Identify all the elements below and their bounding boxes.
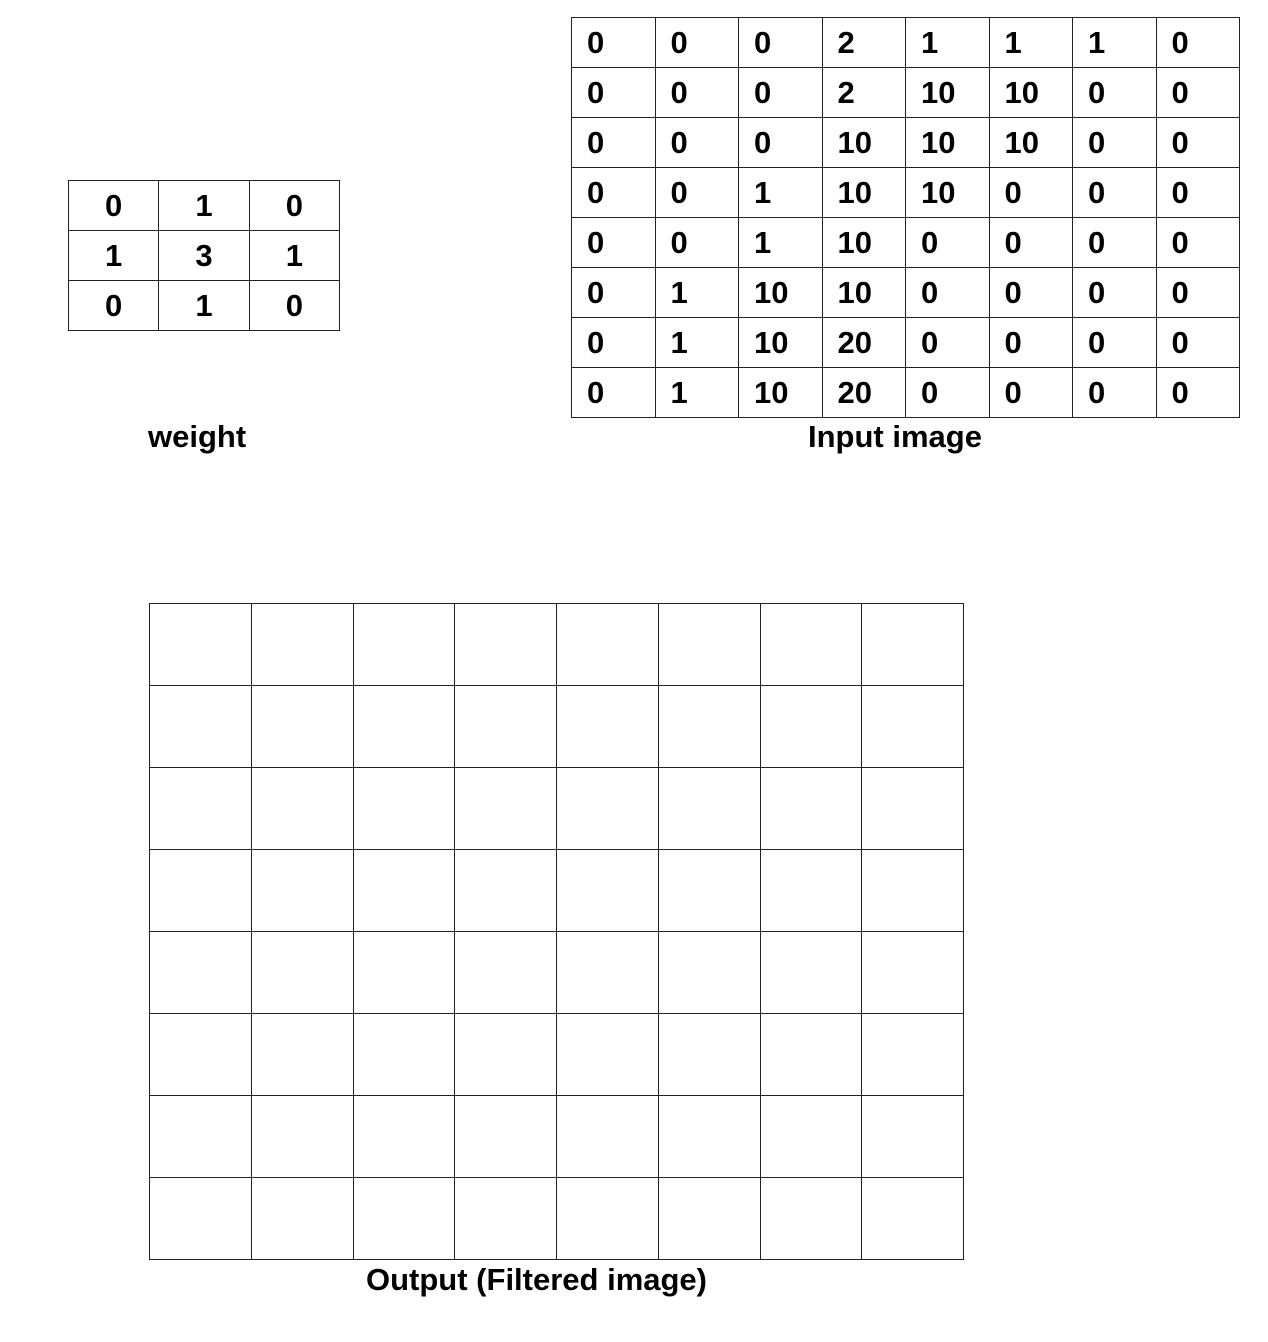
input-cell: 10	[822, 268, 906, 318]
output-cell	[251, 932, 353, 1014]
input-cell: 10	[739, 318, 823, 368]
input-cell: 0	[906, 218, 990, 268]
output-cell	[862, 1014, 964, 1096]
table-row	[572, 118, 1240, 168]
output-cell	[862, 768, 964, 850]
input-cell: 0	[572, 318, 656, 368]
input-cell: 10	[906, 68, 990, 118]
table-row	[572, 218, 1240, 268]
input-cell: 10	[739, 368, 823, 418]
input-cell: 0	[989, 368, 1073, 418]
output-cell	[557, 850, 659, 932]
input-cell: 0	[655, 168, 739, 218]
output-cell	[353, 1096, 455, 1178]
output-cell	[150, 686, 252, 768]
input-cell: 0	[989, 268, 1073, 318]
weight-cell: 0	[249, 181, 339, 231]
input-cell: 0	[989, 168, 1073, 218]
input-cell: 20	[822, 318, 906, 368]
input-cell: 2	[822, 18, 906, 68]
input-cell: 0	[655, 218, 739, 268]
output-cell	[251, 686, 353, 768]
output-cell	[658, 1096, 760, 1178]
output-cell	[760, 1096, 862, 1178]
table-row	[572, 368, 1240, 418]
input-cell: 0	[989, 218, 1073, 268]
output-cell	[150, 604, 252, 686]
output-cell	[150, 932, 252, 1014]
input-cell: 0	[572, 168, 656, 218]
table-row	[572, 68, 1240, 118]
output-cell	[353, 768, 455, 850]
output-cell	[455, 604, 557, 686]
output-cell	[658, 686, 760, 768]
output-cell	[353, 686, 455, 768]
input-cell: 0	[1156, 18, 1240, 68]
output-cell	[455, 1096, 557, 1178]
output-cell	[760, 850, 862, 932]
output-cell	[455, 768, 557, 850]
input-cell: 0	[1073, 368, 1157, 418]
input-cell: 0	[989, 318, 1073, 368]
weight-caption: weight	[148, 419, 247, 454]
output-cell	[557, 768, 659, 850]
input-cell: 0	[572, 368, 656, 418]
output-cell	[760, 1014, 862, 1096]
output-cell	[353, 604, 455, 686]
input-cell: 0	[1156, 118, 1240, 168]
output-cell	[557, 686, 659, 768]
weight-cell: 1	[69, 231, 159, 281]
weight-cell: 1	[159, 281, 249, 331]
weight-cell: 0	[69, 281, 159, 331]
output-cell	[353, 1178, 455, 1260]
output-cell	[455, 932, 557, 1014]
weight-kernel-table	[68, 180, 340, 331]
output-cell	[251, 1178, 353, 1260]
input-image-table	[571, 17, 1240, 418]
input-cell: 10	[739, 268, 823, 318]
output-cell	[760, 1178, 862, 1260]
input-cell: 2	[822, 68, 906, 118]
input-cell: 0	[906, 268, 990, 318]
input-cell: 10	[822, 118, 906, 168]
output-cell	[557, 1014, 659, 1096]
output-cell	[862, 932, 964, 1014]
input-cell: 1	[1073, 18, 1157, 68]
input-cell: 10	[989, 118, 1073, 168]
input-cell: 0	[572, 268, 656, 318]
input-cell: 1	[739, 218, 823, 268]
input-cell: 0	[572, 118, 656, 168]
input-cell: 0	[906, 368, 990, 418]
input-cell: 0	[572, 18, 656, 68]
output-cell	[251, 1096, 353, 1178]
input-cell: 1	[655, 318, 739, 368]
output-image-table	[149, 603, 964, 1260]
input-cell: 10	[989, 68, 1073, 118]
output-cell	[150, 1096, 252, 1178]
output-cell	[557, 932, 659, 1014]
output-cell	[150, 1178, 252, 1260]
table-row	[150, 1096, 964, 1178]
input-cell: 0	[1156, 368, 1240, 418]
weight-cell: 1	[159, 181, 249, 231]
input-cell: 0	[572, 68, 656, 118]
input-cell: 0	[1156, 68, 1240, 118]
input-cell: 10	[822, 218, 906, 268]
table-row	[150, 1014, 964, 1096]
output-cell	[658, 1014, 760, 1096]
input-cell: 0	[1073, 318, 1157, 368]
output-cell	[150, 1014, 252, 1096]
input-cell: 10	[906, 168, 990, 218]
output-cell	[251, 850, 353, 932]
output-cell	[150, 768, 252, 850]
output-cell	[557, 604, 659, 686]
input-image-caption: Input image	[808, 419, 982, 454]
input-cell: 10	[822, 168, 906, 218]
input-cell: 0	[1073, 118, 1157, 168]
input-cell: 0	[1073, 68, 1157, 118]
output-cell	[658, 604, 760, 686]
table-row	[150, 850, 964, 932]
output-cell	[455, 1014, 557, 1096]
output-cell	[150, 850, 252, 932]
input-cell: 1	[655, 268, 739, 318]
table-row	[150, 1178, 964, 1260]
output-cell	[251, 768, 353, 850]
input-cell: 0	[739, 68, 823, 118]
table-row	[69, 281, 340, 331]
output-cell	[760, 686, 862, 768]
input-cell: 0	[1156, 168, 1240, 218]
output-cell	[862, 604, 964, 686]
output-cell	[455, 1178, 557, 1260]
output-cell	[251, 1014, 353, 1096]
input-cell: 20	[822, 368, 906, 418]
input-cell: 0	[1073, 168, 1157, 218]
output-cell	[557, 1096, 659, 1178]
table-row	[572, 318, 1240, 368]
output-image-caption: Output (Filtered image)	[366, 1262, 707, 1297]
output-cell	[658, 850, 760, 932]
input-cell: 1	[655, 368, 739, 418]
input-cell: 0	[1156, 318, 1240, 368]
output-cell	[557, 1178, 659, 1260]
table-row	[150, 932, 964, 1014]
output-cell	[353, 932, 455, 1014]
table-row	[572, 18, 1240, 68]
input-cell: 0	[572, 218, 656, 268]
input-cell: 0	[1073, 268, 1157, 318]
output-cell	[353, 850, 455, 932]
output-cell	[760, 604, 862, 686]
output-cell	[862, 850, 964, 932]
table-row	[150, 604, 964, 686]
input-cell: 0	[1073, 218, 1157, 268]
table-row	[69, 181, 340, 231]
output-cell	[760, 932, 862, 1014]
weight-cell: 3	[159, 231, 249, 281]
output-cell	[760, 768, 862, 850]
weight-cell: 0	[69, 181, 159, 231]
input-cell: 1	[989, 18, 1073, 68]
output-cell	[862, 1096, 964, 1178]
input-cell: 1	[739, 168, 823, 218]
weight-cell: 0	[249, 281, 339, 331]
input-cell: 0	[655, 68, 739, 118]
input-cell: 1	[906, 18, 990, 68]
output-cell	[455, 686, 557, 768]
output-cell	[862, 1178, 964, 1260]
table-row	[572, 268, 1240, 318]
input-cell: 0	[739, 18, 823, 68]
output-cell	[658, 1178, 760, 1260]
table-row	[69, 231, 340, 281]
input-cell: 0	[1156, 218, 1240, 268]
output-cell	[658, 768, 760, 850]
input-cell: 10	[906, 118, 990, 168]
input-cell: 0	[1156, 268, 1240, 318]
output-cell	[353, 1014, 455, 1096]
output-cell	[658, 932, 760, 1014]
output-cell	[862, 686, 964, 768]
input-cell: 0	[655, 118, 739, 168]
input-cell: 0	[739, 118, 823, 168]
input-cell: 0	[906, 318, 990, 368]
output-cell	[251, 604, 353, 686]
weight-cell: 1	[249, 231, 339, 281]
table-row	[150, 686, 964, 768]
table-row	[150, 768, 964, 850]
output-cell	[455, 850, 557, 932]
table-row	[572, 168, 1240, 218]
input-cell: 0	[655, 18, 739, 68]
